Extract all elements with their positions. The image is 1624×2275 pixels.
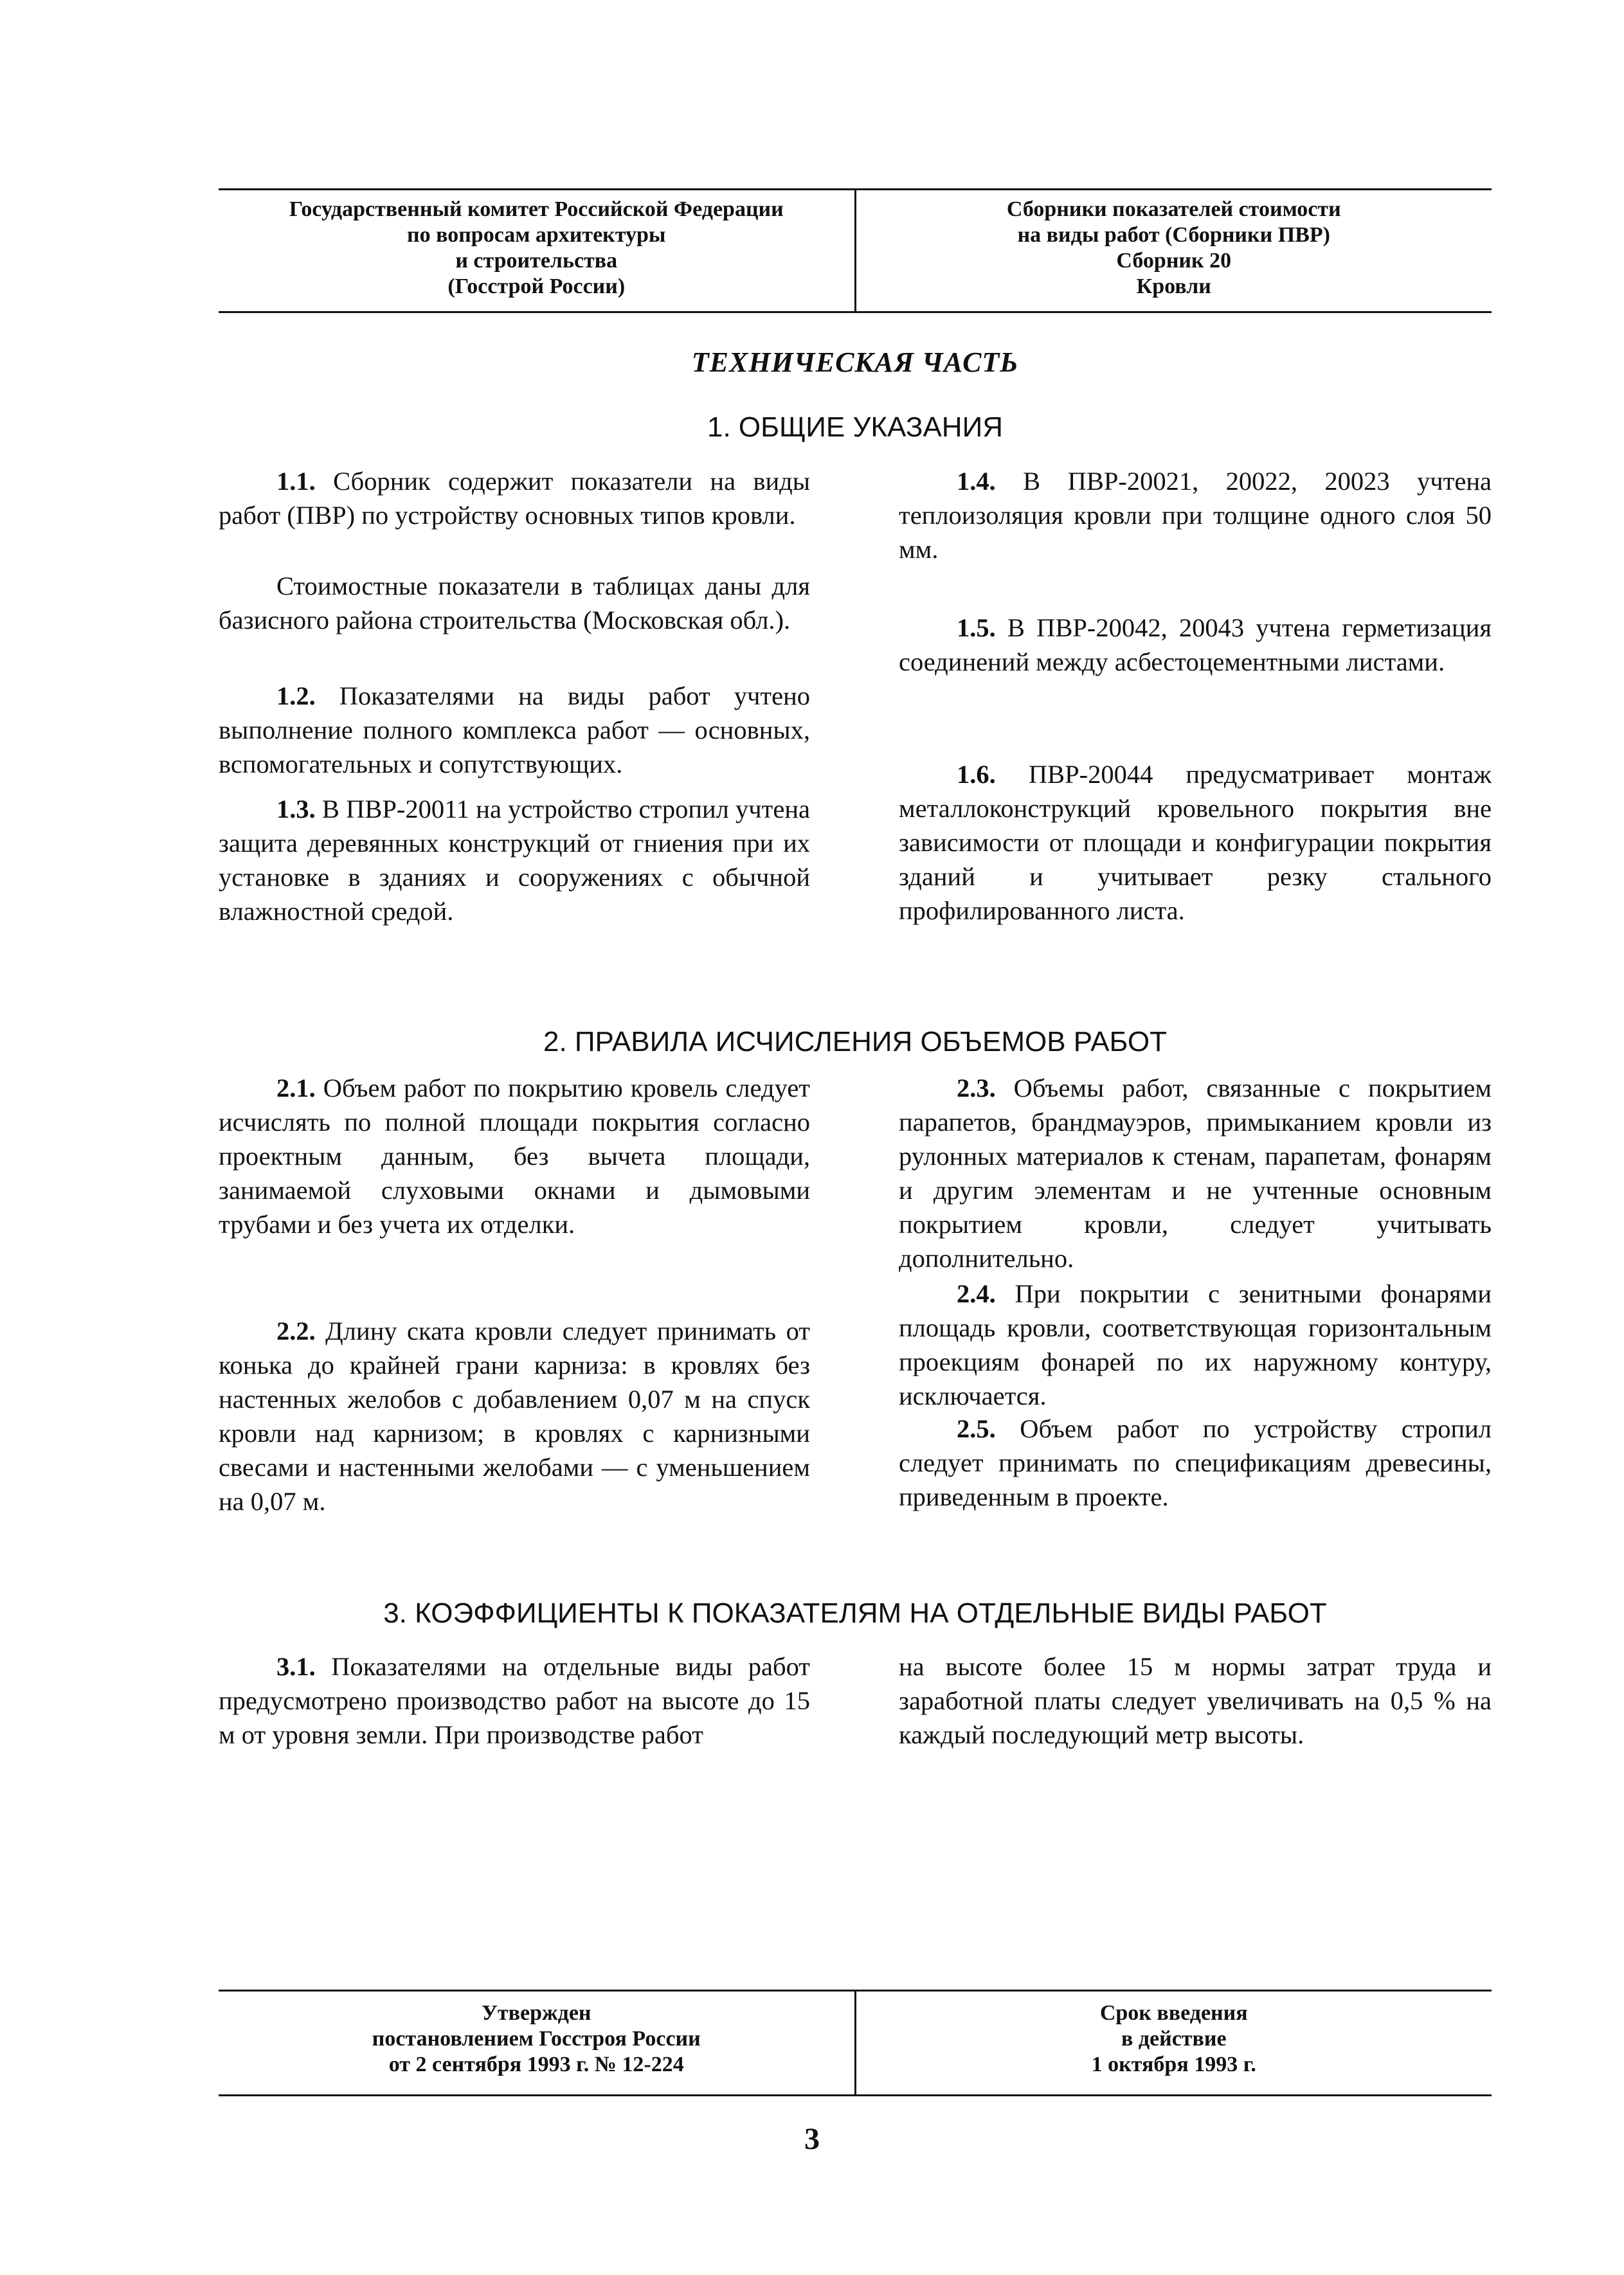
page-number: 3: [804, 2122, 820, 2156]
paragraph-number: 3.1.: [276, 1652, 316, 1681]
paragraph-text: Объемы работ, связанные с покрытием парапетов, брандмауэров, примыканием кровли из рулонных материалов к стенам, парапетам, фонарям и другим элементам и не учтенные основным покрытием кровли, следует учитывать дополнительно.: [899, 1074, 1492, 1273]
paragraph-number: 2.4.: [957, 1279, 996, 1308]
footer-left-line: от 2 сентября 1993 г. № 12-224: [388, 2053, 684, 2076]
paragraph-text: Объем работ по покрытию кровель следует исчислять по полной площади покрытия согласно проектным данным, без вычета площади, занимаемой слуховыми окнами и дымовыми трубами и без учета их отделки.: [219, 1074, 810, 1239]
section-heading: 1. ОБЩИЕ УКАЗАНИЯ: [707, 411, 1003, 443]
paragraph-text: на высоте более 15 м нормы затрат труда и заработной платы следует увеличивать на 0,5 % на каждый последующий метр высоты.: [899, 1652, 1492, 1749]
paragraph-2-2: [219, 1314, 810, 1518]
footer-right-line: в действие: [1121, 2027, 1227, 2051]
paragraph-number: 2.2.: [276, 1317, 316, 1345]
paragraph-number: 1.2.: [276, 681, 316, 710]
paragraph-text: В ПВР-20011 на устройство стропил учтена защита деревянных конструкций от гниения при их установке в зданиях и сооружениях с обычной влажностной средой.: [219, 795, 810, 926]
paragraph-text: Сборник содержит показатели на виды работ (ПВР) по устройству основных типов кровли.: [219, 467, 810, 530]
footer-right-line: 1 октября 1993 г.: [1091, 2053, 1256, 2076]
footer-right-cell: [854, 1992, 1492, 2094]
section-heading: 2. ПРАВИЛА ИСЧИСЛЕНИЯ ОБЪЕМОВ РАБОТ: [543, 1026, 1168, 1057]
paragraph-text: Длину ската кровли следует принимать от конька до крайней грани карниза: в кровлях без настенных желобов с добавлением 0,07 м на спуск кровли над карнизом; в кровлях с карнизными свесами и настенными желобами — с уменьшением на 0,07 м.: [219, 1317, 810, 1516]
footer-left-line: постановлением Госстроя России: [372, 2027, 701, 2051]
section-heading: 3. КОЭФФИЦИЕНТЫ К ПОКАЗАТЕЛЯМ НА ОТДЕЛЬНЫЕ ВИДЫ РАБОТ: [383, 1597, 1327, 1629]
paragraph-1-3: [219, 792, 810, 928]
paragraph-text: Объем работ по устройству стропил следует принимать по спецификациям древесины, приведенным в проекте.: [899, 1414, 1492, 1511]
footer-table: [219, 1990, 1492, 2096]
paragraph-1-2: [219, 679, 810, 781]
document-title: ТЕХНИЧЕСКАЯ ЧАСТЬ: [691, 346, 1019, 378]
paragraph-text: В ПВР-20021, 20022, 20023 учтена теплоизоляция кровли при толщине одного слоя 50 мм.: [899, 467, 1492, 564]
paragraph-2-4: [899, 1277, 1492, 1413]
paragraph-1-4: [899, 464, 1492, 566]
header-right-line: Кровли: [1136, 274, 1211, 298]
paragraph-text: Стоимостные показатели в таблицах даны для базисного района строительства (Московская обл.).: [219, 571, 810, 634]
header-left-line: и строительства: [455, 249, 618, 273]
header-left-line: (Госстрой России): [447, 274, 626, 298]
paragraph-1-5: [899, 611, 1492, 679]
paragraph-text: ПВР-20044 предусматривает монтаж металлоконструкций кровельного покрытия вне зависимости от площади и конфигурации покрытия зданий и учитывает резку стального профилированного листа.: [899, 760, 1492, 925]
paragraph-2-5: [899, 1412, 1492, 1514]
paragraph-2-3: [899, 1071, 1492, 1275]
paragraph-number: 2.3.: [957, 1074, 996, 1102]
header-right-line: Сборники показателей стоимости: [1006, 197, 1341, 221]
paragraph-number: 1.1.: [276, 467, 316, 496]
paragraph-1-1: [219, 464, 810, 532]
header-left-cell: [219, 190, 854, 311]
header-right-cell: [854, 190, 1492, 311]
paragraph-number: 2.1.: [276, 1074, 316, 1102]
header-table: [219, 188, 1492, 313]
paragraph-1-6: [899, 757, 1492, 928]
paragraph-number: 1.4.: [957, 467, 996, 496]
footer-left-line: Утвержден: [481, 2001, 591, 2025]
paragraph-text: Показателями на виды работ учтено выполнение полного комплекса работ — основных, вспомогательных и сопутствующих.: [219, 681, 810, 778]
paragraph-number: 1.5.: [957, 613, 996, 642]
footer-left-cell: [219, 1992, 854, 2094]
paragraph-number: 2.5.: [957, 1414, 996, 1443]
paragraph-1-1b: [219, 569, 810, 637]
paragraph-text: В ПВР-20042, 20043 учтена герметизация соединений между асбестоцементными листами.: [899, 613, 1492, 676]
paragraph-3-1-continued: [899, 1650, 1492, 1752]
paragraph-text: Показателями на отдельные виды работ предусмотрено производство работ на высоте до 15 м от уровня земли. При производстве работ: [219, 1652, 810, 1749]
footer-right-line: Срок введения: [1099, 2001, 1248, 2025]
paragraph-number: 1.3.: [276, 795, 316, 823]
header-left-line: Государственный комитет Российской Федерации: [289, 197, 784, 221]
header-right-line: на виды работ (Сборники ПВР): [1017, 223, 1330, 247]
paragraph-number: 1.6.: [957, 760, 996, 789]
header-left-line: по вопросам архитектуры: [407, 223, 666, 247]
paragraph-3-1: [219, 1650, 810, 1752]
header-right-line: Сборник 20: [1116, 249, 1232, 273]
paragraph-text: При покрытии с зенитными фонарями площадь кровли, соответствующая горизонтальным проекциям фонарей по их наружному контуру, исключается.: [899, 1279, 1492, 1410]
paragraph-2-1: [219, 1071, 810, 1241]
